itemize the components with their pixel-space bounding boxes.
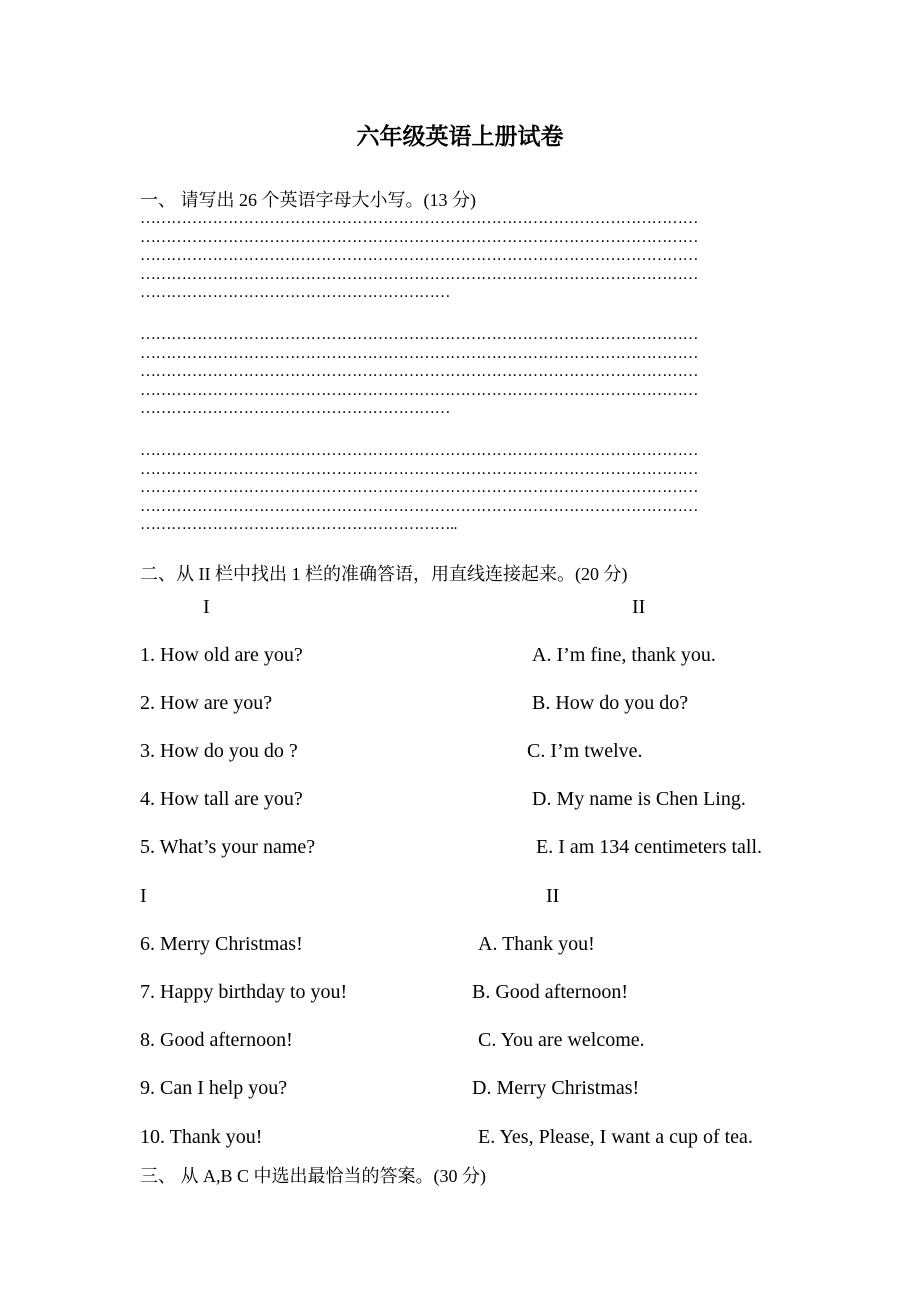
answer-line: ……………………………………………………………………………………………… xyxy=(140,442,698,459)
question-item: 1. How old are you? xyxy=(140,644,303,666)
column-header-i: I xyxy=(140,885,147,907)
answer-line: ……………………………………………………………………………………………… xyxy=(140,344,698,362)
answer-lines-block-2 xyxy=(140,326,770,419)
answer-line: ……………………………………………………………………………………………… xyxy=(140,326,698,343)
answer-line: ……………………………………………………………………………………………… xyxy=(140,479,698,496)
column-header-i: I xyxy=(203,596,210,618)
question-item: 9. Can I help you? xyxy=(140,1077,288,1099)
answer-line: ……………………………………………………………………………………………… xyxy=(140,247,698,264)
answer-item: D. Merry Christmas! xyxy=(472,1077,640,1099)
question-item: 2. How are you? xyxy=(140,692,273,714)
answer-line: ……………………………………………………………………………………………… xyxy=(140,363,698,380)
answer-item: B. Good afternoon! xyxy=(472,981,629,1003)
answer-line: ……………………………………………………………………………………………… xyxy=(140,228,698,246)
question-item: 4. How tall are you? xyxy=(140,788,303,810)
page-title: 六年级英语上册试卷 xyxy=(356,124,564,149)
column-header-ii: II xyxy=(546,885,560,907)
answer-lines-block-1 xyxy=(140,210,770,303)
answer-item: A. Thank you! xyxy=(478,933,595,955)
answer-line: ……………………………………………………………………………………………… xyxy=(140,497,698,515)
answer-line: …………………………………………………… xyxy=(140,400,450,417)
answer-line: ……………………………………………………………………………………………… xyxy=(140,381,698,399)
answer-line: ……………………………………………………………………………………………… xyxy=(140,265,698,283)
answer-item: B. How do you do? xyxy=(532,692,689,714)
question-item: 5. What’s your name? xyxy=(140,836,316,858)
answer-lines-block-3 xyxy=(140,442,770,535)
answer-item: A. I’m fine, thank you. xyxy=(532,644,716,666)
answer-line: ……………………………………………………………………………………………… xyxy=(140,460,698,478)
answer-line: ……………………………………………………………………………………………… xyxy=(140,210,698,227)
answer-item: C. You are welcome. xyxy=(478,1029,645,1051)
section-2-heading: 二、从 II 栏中找出 1 栏的准确答语，用直线连接起来。(20 分) xyxy=(140,564,628,584)
answer-item: E. I am 134 centimeters tall. xyxy=(536,836,763,858)
question-item: 6. Merry Christmas! xyxy=(140,933,303,955)
answer-line: …………………………………………………….. xyxy=(140,516,457,533)
question-item: 8. Good afternoon! xyxy=(140,1029,293,1051)
section-3-heading: 三、 从 A,B C 中选出最恰当的答案。(30 分) xyxy=(140,1166,486,1186)
answer-item: C. I’m twelve. xyxy=(527,740,643,762)
answer-line: …………………………………………………… xyxy=(140,284,450,301)
answer-item: E. Yes, Please, I want a cup of tea. xyxy=(478,1126,753,1148)
answer-item: D. My name is Chen Ling. xyxy=(532,788,746,810)
question-item: 7. Happy birthday to you! xyxy=(140,981,348,1003)
question-item: 3. How do you do ? xyxy=(140,740,298,762)
section-1-heading: 一、 请写出 26 个英语字母大小写。(13 分) xyxy=(140,190,476,210)
column-header-ii: II xyxy=(632,596,646,618)
question-item: 10. Thank you! xyxy=(140,1126,263,1148)
